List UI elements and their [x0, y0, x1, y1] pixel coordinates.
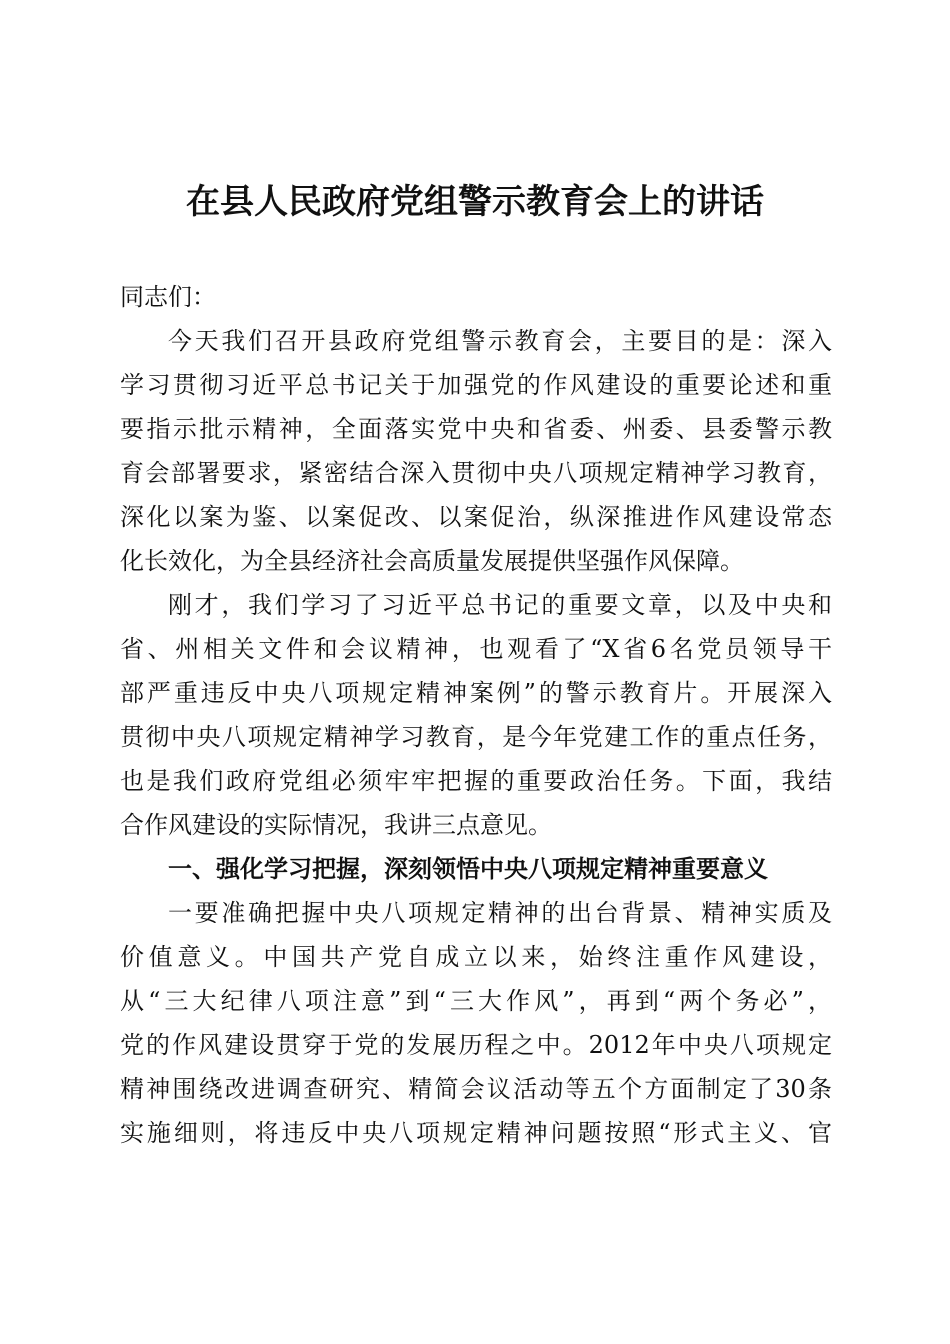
paragraph-line: 贯彻中央八项规定精神学习教育，是今年党建工作的重点任务， [120, 723, 832, 751]
paragraph-2 [120, 583, 832, 847]
salutation: 同志们： [120, 283, 216, 311]
paragraph-1 [120, 319, 832, 583]
paragraph-line: 学习贯彻习近平总书记关于加强党的作风建设的重要论述和重 [120, 371, 832, 399]
paragraph-line: 实施细则，将违反中央八项规定精神问题按照“形式主义、官 [120, 1119, 832, 1147]
paragraph-line: 要指示批示精神，全面落实党中央和省委、州委、县委警示教 [120, 415, 832, 443]
paragraph-line: 化长效化，为全县经济社会高质量发展提供坚强作风保障。 [120, 547, 744, 575]
document-body [120, 275, 832, 1155]
paragraph-line: 刚才，我们学习了习近平总书记的重要文章，以及中央和 [168, 591, 832, 619]
document-title: 在县人民政府党组警示教育会上的讲话 [186, 182, 764, 222]
paragraph-line: 今天我们召开县政府党组警示教育会，主要目的是：深入 [168, 327, 832, 355]
paragraph-line: 党的作风建设贯穿于党的发展历程之中。2012年中央八项规定 [120, 1031, 832, 1059]
paragraph-line: 也是我们政府党组必须牢牢把握的重要政治任务。下面，我结 [120, 767, 832, 795]
paragraph-3 [120, 891, 832, 1155]
paragraph-line: 部严重违反中央八项规定精神案例”的警示教育片。开展深入 [120, 679, 832, 707]
paragraph-line: 价值意义。中国共产党自成立以来，始终注重作风建设， [120, 943, 832, 971]
paragraph-line: 合作风建设的实际情况，我讲三点意见。 [120, 811, 552, 839]
paragraph-line: 一要准确把握中央八项规定精神的出台背景、精神实质及 [168, 899, 832, 927]
paragraph-line: 育会部署要求，紧密结合深入贯彻中央八项规定精神学习教育， [120, 459, 832, 487]
paragraph-line: 深化以案为鉴、以案促改、以案促治，纵深推进作风建设常态 [120, 503, 832, 531]
section-heading: 一、强化学习把握，深刻领悟中央八项规定精神重要意义 [168, 855, 768, 883]
paragraph-line: 精神围绕改进调查研究、精简会议活动等五个方面制定了30条 [120, 1075, 832, 1103]
paragraph-line: 省、州相关文件和会议精神，也观看了“X省6名党员领导干 [120, 635, 832, 663]
paragraph-line: 从“三大纪律八项注意”到“三大作风”，再到“两个务必”， [120, 987, 832, 1015]
